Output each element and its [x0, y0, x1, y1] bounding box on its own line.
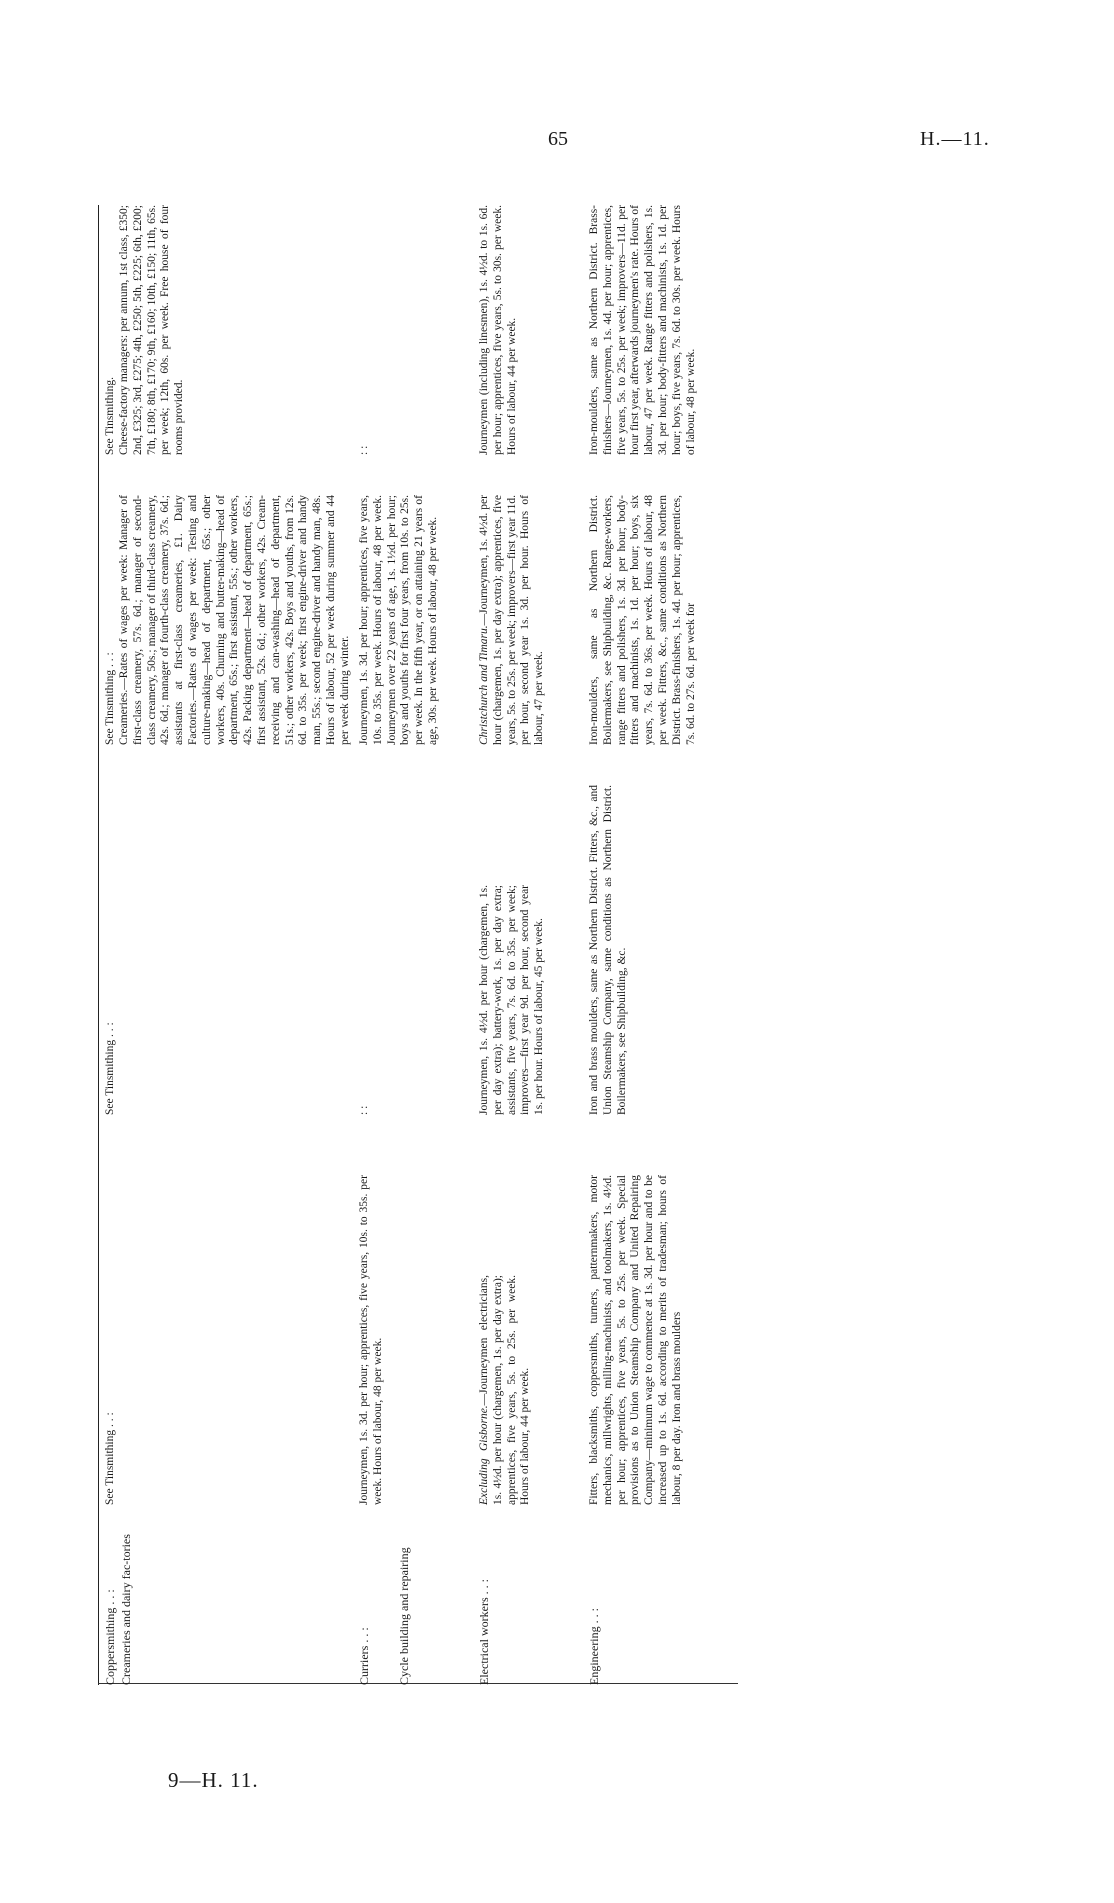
trade-label: Creameries and dairy fac-tories — [119, 1534, 133, 1685]
footer-reference: 9—H. 11. — [168, 1768, 259, 1792]
wage-cell: See Tinsmithing . . : — [104, 1022, 116, 1115]
table-top-rule — [98, 205, 99, 1685]
wage-cell-lead: Christchurch and Timaru. — [478, 625, 490, 745]
wage-cell: Journeymen, 1s. 3d. per hour; apprentices, five years, 10s. to 35s. per week. Hours of labour, 48 per week. Journeymen over 22 years of age, 1s. 1½d. per hour; boys and youths for first four years, from 10s. to 25s. per week. In the fifth year, or on attaining 21 years of age, 30s. per week. Hours of labour, 48 per week. — [358, 495, 439, 745]
wage-cell: Iron-moulders, same as Northern District. Boilermakers, see Shipbuilding, &c. Range-workers, range fitters and polishers, 1s. 3d. per hour; body-fitters and machinists, 1s. 1d. per hour; boys, six years, 7s. 6d. to 36s. per week. Hours of labour, 48 per week. Fitters, &c., same conditions as Northern District. Brass-finishers, 1s. 4d. per hour; apprentices, 7s. 6d. to 27s. 6d. per week for — [588, 495, 697, 745]
wage-cell-text: —Journeymen, 1s. 4½d. per hour (chargemen, 1s. per day extra); apprentices, five years, 5s. to 25s. per week; improvers—first year 11d. per hour, second year 1s. 3d. per hour. Hours of labour, 47 per week. — [478, 495, 546, 745]
wage-cell: Cheese-factory managers: per annum, 1st class, £350; 2nd, £325; 3rd, £275; 4th, £250; 5th, £225; 6th, £200; 7th, £180; 8th, £170; 9th, £160; 10th, £150; 11th, 65s. per week; 12th, 60s. per week. Free house of four rooms provided. — [118, 205, 186, 455]
wage-cell — [478, 495, 547, 745]
wage-cell: See Tinsmithing. — [104, 377, 116, 455]
wage-cell: : : — [358, 445, 370, 455]
wage-cell: See Tinsmithing . . : — [104, 652, 116, 745]
wage-cell: Journeymen, 1s. 4½d. per hour (chargemen, 1s. per day extra); battery-work, 1s. per day extra; assistants, five years, 7s. 6d. to 35s. per week; improvers—first year 9d. per hour, second year 1s. per hour. Hours of labour, 45 per week. — [478, 885, 546, 1115]
page-number: 65 — [548, 128, 568, 150]
document-reference: H.—11. — [920, 128, 990, 150]
wage-cell: Iron and brass moulders, same as Northern District. Fitters, &c., and Union Steamship Company, same conditions as Northern District. Boilermakers, see Shipbuilding, &c. — [588, 785, 628, 1115]
wage-table — [98, 205, 798, 1685]
trade-label: Cycle building and repairing — [397, 1547, 411, 1685]
wage-cell — [478, 1275, 533, 1505]
wage-cell: See Tinsmithing . . : — [104, 1412, 116, 1505]
trade-label: Curriers . . : — [357, 1627, 371, 1685]
wage-cell: : : — [358, 1105, 370, 1115]
wage-cell: Fitters, blacksmiths, coppersmiths, turners, patternmakers, motor mechanics, millwrights, milling-machinists, and toolmakers, 1s. 4½d. per hour; apprentices, five years, 5s. to 25s. per week. Special provisions as to Union Steamship Company and United Repairing Company—minimum wage to commence at 1s. 3d. per hour and to be increased up to 1s. 6d. according to merits of tradesman; hours of labour, 8 per day. Iron and brass moulders — [588, 1175, 683, 1505]
trade-label: Engineering . . : — [587, 1608, 601, 1685]
trade-label: Electrical workers . . : — [477, 1579, 491, 1685]
wage-cell-text: —Journeymen electricians, 1s. 4½d. per hour (chargemen, 1s. per day extra); apprentices, five years, 5s. to 25s. per week. Hours of labour, 44 per week. — [478, 1275, 532, 1505]
wage-cell: Iron-moulders, same as Northern District. Brass-finishers—Journeymen, 1s. 4d. per hour; apprentices, five years, 5s. to 25s. per week; improvers—11d. per hour first year, afterwards journeymen's rate. Hours of labour, 47 per week. Range fitters and polishers, 1s. 3d. per hour; body-fitters and machinists, 1s. 1d. per hour; boys, five years, 7s. 6d. to 30s. per week. Hours of labour, 48 per week. — [588, 205, 697, 455]
wage-cell-lead: Excluding Gisborne. — [478, 1405, 490, 1505]
trade-label: Coppersmithing . . : — [103, 1589, 117, 1685]
table-rule-trade — [98, 1683, 738, 1684]
wage-cell: Creameries.—Rates of wages per week: Manager of first-class creamery, 57s. 6d.; manager of second-class creamery, 50s.; manager of third-class creamery, 42s. 6d.; manager of fourth-class creamery, 37s. 6d.; assistants at first-class creameries, £1. Dairy Factories.—Rates of wages per week: Testing and culture-making—head of department, 65s.; other workers, 40s. Churning and butter-making—head of department, 65s.; first assistant, 55s.; other workers, 42s. Packing department—head of department, 65s.; first assistant, 52s. 6d.; other workers, 42s. Cream-receiving and can-washing—head of department, 51s.; other workers, 42s. Boys and youths, from 12s. 6d. to 35s. per week; first engine-driver and handy man, 55s.; second engine-driver and handy man, 48s. Hours of labour, 52 per week during summer and 44 per week during winter. — [118, 495, 351, 745]
wage-cell: Journeymen (including linesmen), 1s. 4½d. to 1s. 6d. per hour; apprentices, five years, 5s. to 30s. per week. Hours of labour, 44 per week. — [478, 205, 518, 455]
wage-cell: Journeymen, 1s. 3d. per hour; apprentices, five years, 10s. to 35s. per week. Hours of labour, 48 per week. — [358, 1175, 384, 1505]
